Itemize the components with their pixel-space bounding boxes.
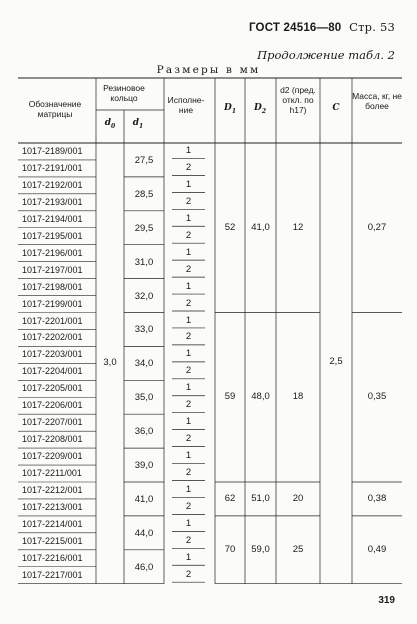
d1-value: 33,0 bbox=[134, 324, 154, 336]
header-designation: Обозначение матрицы bbox=[28, 99, 82, 119]
execution-value: 2 bbox=[185, 568, 192, 580]
execution-value: 2 bbox=[185, 263, 192, 275]
d1-value: 28,5 bbox=[134, 188, 154, 200]
d1-value: 44,0 bbox=[134, 527, 154, 539]
execution-value: 2 bbox=[185, 433, 192, 445]
execution-value: 2 bbox=[185, 229, 192, 241]
D1-value: 62 bbox=[224, 492, 236, 504]
execution-value: 2 bbox=[185, 399, 192, 411]
d1-value: 36,0 bbox=[134, 426, 154, 438]
mass-value: 0,38 bbox=[367, 492, 387, 504]
D2-value: 51,0 bbox=[251, 492, 270, 504]
matrix-designation: 1017-2204/001 bbox=[22, 366, 83, 377]
d1-value: 29,5 bbox=[134, 222, 154, 234]
execution-value: 1 bbox=[185, 484, 192, 495]
d1-value: 35,0 bbox=[134, 392, 154, 404]
d1-value: 32,0 bbox=[134, 290, 154, 302]
dimensions-caption: Размеры в мм bbox=[156, 64, 261, 76]
header-mass: Масса, кг, не более bbox=[352, 91, 402, 111]
d1-value: 46,0 bbox=[134, 561, 154, 573]
matrix-designation: 1017-2202/001 bbox=[22, 332, 83, 343]
execution-value: 1 bbox=[185, 280, 192, 292]
d2-value: 12 bbox=[292, 221, 304, 233]
matrix-designation: 1017-2207/001 bbox=[22, 417, 83, 428]
page-label: Стр. 53 bbox=[349, 20, 395, 34]
matrix-designation: 1017-2191/001 bbox=[22, 162, 83, 173]
execution-value: 2 bbox=[185, 331, 192, 343]
d1-value: 31,0 bbox=[134, 256, 154, 268]
continuation-note: Продолжение табл. 2 bbox=[257, 48, 395, 62]
execution-value: 1 bbox=[185, 450, 192, 462]
matrix-designation: 1017-2201/001 bbox=[22, 315, 83, 326]
d2-value: 20 bbox=[292, 492, 304, 504]
matrix-designation: 1017-2213/001 bbox=[22, 501, 83, 512]
matrix-designation: 1017-2215/001 bbox=[22, 535, 83, 546]
d1-value: 34,0 bbox=[134, 358, 154, 370]
execution-value: 1 bbox=[185, 145, 192, 156]
header-execution: Исполне-ние bbox=[167, 95, 205, 115]
execution-value: 2 bbox=[185, 534, 192, 546]
header-D1: $D_1$ bbox=[224, 103, 236, 115]
header-rubber-ring: Резиновое кольцо bbox=[103, 83, 145, 103]
D2-value: 41,0 bbox=[251, 221, 270, 233]
execution-value: 2 bbox=[185, 500, 192, 512]
matrix-designation: 1017-2193/001 bbox=[22, 196, 83, 207]
matrix-designation: 1017-2199/001 bbox=[22, 298, 83, 309]
execution-value: 1 bbox=[185, 246, 192, 258]
D1-value: 52 bbox=[224, 221, 236, 233]
execution-value: 1 bbox=[185, 348, 192, 360]
mass-value: 0,49 bbox=[367, 543, 387, 555]
mass-value: 0,35 bbox=[367, 391, 387, 403]
execution-value: 1 bbox=[185, 382, 192, 394]
execution-value: 1 bbox=[185, 416, 192, 428]
matrix-designation: 1017-2195/001 bbox=[22, 230, 83, 241]
d1-value: 39,0 bbox=[134, 460, 154, 472]
matrix-designation: 1017-2214/001 bbox=[22, 518, 83, 529]
page-number: 319 bbox=[378, 595, 395, 606]
standard-number: ГОСТ 24516—80 bbox=[248, 22, 342, 34]
d2-value: 25 bbox=[292, 543, 304, 555]
matrix-designation: 1017-2203/001 bbox=[22, 349, 83, 360]
execution-value: 1 bbox=[185, 517, 192, 529]
matrix-designation: 1017-2216/001 bbox=[22, 552, 83, 563]
matrix-designation: 1017-2209/001 bbox=[22, 451, 83, 462]
d0-value: 3,0 bbox=[103, 357, 117, 369]
matrix-designation: 1017-2217/001 bbox=[22, 569, 83, 580]
execution-value: 1 bbox=[185, 314, 192, 326]
matrix-designation: 1017-2192/001 bbox=[22, 179, 83, 190]
mass-value: 0,27 bbox=[367, 221, 387, 233]
execution-value: 2 bbox=[185, 467, 192, 479]
matrix-designation: 1017-2211/001 bbox=[22, 468, 82, 479]
D2-value: 48,0 bbox=[251, 391, 270, 403]
D2-value: 59,0 bbox=[251, 543, 270, 555]
D1-value: 70 bbox=[224, 543, 236, 555]
header-d0: $d_0$ bbox=[104, 118, 116, 130]
matrix-designation: 1017-2212/001 bbox=[22, 485, 83, 495]
execution-value: 2 bbox=[185, 195, 192, 207]
execution-value: 2 bbox=[185, 161, 192, 173]
D1-value: 59 bbox=[224, 391, 236, 403]
matrix-designation: 1017-2194/001 bbox=[22, 213, 83, 224]
execution-value: 2 bbox=[185, 365, 192, 377]
matrix-designation: 1017-2198/001 bbox=[22, 281, 83, 292]
matrix-designation: 1017-2206/001 bbox=[22, 400, 83, 411]
d1-value: 41,0 bbox=[134, 493, 154, 505]
matrix-designation: 1017-2208/001 bbox=[22, 434, 83, 445]
execution-value: 1 bbox=[185, 551, 192, 563]
c-value: 2,5 bbox=[329, 356, 343, 368]
header-D2: $D_2$ bbox=[254, 103, 266, 115]
header-d2: d2 (пред. откл. по h17) bbox=[280, 85, 316, 115]
matrix-designation: 1017-2189/001 bbox=[22, 146, 83, 156]
matrix-designation: 1017-2196/001 bbox=[22, 247, 83, 258]
matrix-designation: 1017-2205/001 bbox=[22, 383, 83, 394]
header-d1: $d_1$ bbox=[132, 118, 144, 130]
execution-value: 1 bbox=[185, 212, 192, 224]
execution-value: 2 bbox=[185, 297, 192, 309]
d2-value: 18 bbox=[292, 391, 304, 403]
d1-value: 27,5 bbox=[134, 154, 154, 166]
matrix-designation: 1017-2197/001 bbox=[22, 264, 83, 275]
execution-value: 1 bbox=[185, 178, 192, 190]
header-C: C bbox=[332, 103, 340, 113]
